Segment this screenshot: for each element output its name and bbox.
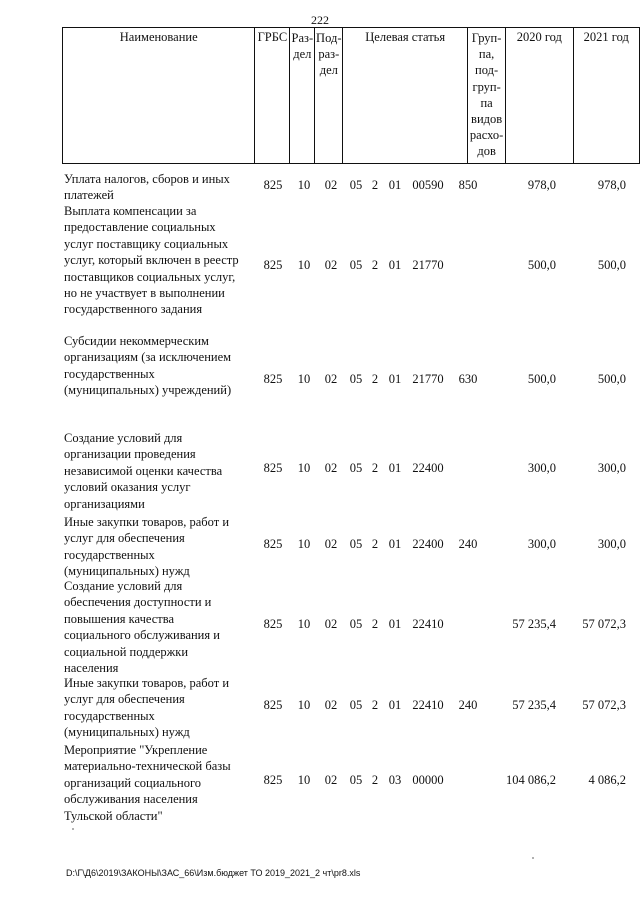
- row-name-line: обеспечения доступности и: [64, 595, 212, 610]
- row-name-line: услуг, который включен в реестр: [64, 253, 239, 268]
- row-name-line: условий оказания услуг: [64, 480, 191, 495]
- row-razdel: 10: [297, 537, 311, 551]
- row-name-line: повышения качества: [64, 611, 175, 626]
- row-razdel: 10: [297, 461, 311, 475]
- row-podrazdel: 02: [324, 178, 338, 192]
- row-name-line: Мероприятие "Укрепление: [64, 743, 208, 757]
- header-podrazdel: [315, 28, 343, 164]
- row-cs1: 05: [349, 461, 363, 475]
- row-cs3: 01: [388, 372, 402, 386]
- row-name-line: Создание условий для: [64, 579, 183, 593]
- row-grbs: 825: [263, 698, 283, 712]
- row-name-line: платежей: [64, 188, 114, 203]
- header-grbs: ГРБС: [255, 28, 290, 164]
- row-cs4: 22400: [412, 461, 444, 475]
- row-y2020: 300,0: [527, 537, 556, 551]
- row-y2020: 57 235,4: [512, 698, 556, 712]
- row-name: [64, 430, 254, 512]
- row-razdel: 10: [297, 178, 311, 192]
- row-name-line: социальной поддержки: [64, 644, 189, 659]
- row-y2020: 500,0: [527, 372, 556, 386]
- header-razdel-line: дел: [293, 47, 312, 62]
- row-podrazdel: 02: [324, 372, 338, 386]
- header-group-line: расхо-: [469, 128, 504, 143]
- row-podrazdel: 02: [324, 461, 338, 475]
- row-name-line: организации проведения: [64, 447, 196, 462]
- row-group: 240: [458, 537, 478, 551]
- row-name-line: социального обслуживания и: [64, 628, 220, 643]
- row-grbs: 825: [263, 773, 283, 787]
- row-name-line: услуг поставщику социальных: [64, 236, 229, 251]
- row-razdel: 10: [297, 258, 311, 272]
- row-cs1: 05: [349, 258, 363, 272]
- row-y2020: 57 235,4: [512, 617, 556, 631]
- row-name: [64, 514, 254, 580]
- row-podrazdel: 02: [324, 617, 338, 631]
- header-group-line: видов: [471, 112, 503, 127]
- row-cs3: 01: [388, 617, 402, 631]
- row-cs2: 2: [371, 372, 379, 386]
- header-group-line: под-: [475, 63, 499, 78]
- row-grbs: 825: [263, 258, 283, 272]
- row-name: [64, 578, 254, 676]
- row-name-line: населения: [64, 661, 119, 676]
- row-razdel: 10: [297, 698, 311, 712]
- row-name-line: государственных: [64, 366, 155, 381]
- row-grbs: 825: [263, 617, 283, 631]
- row-y2021: 57 072,3: [582, 698, 626, 712]
- header-podrazdel-line: раз-: [318, 47, 340, 62]
- row-cs2: 2: [371, 178, 379, 192]
- row-name-line: услуг для обеспечения: [64, 692, 185, 707]
- row-name-line: государственных: [64, 547, 155, 562]
- row-cs1: 05: [349, 773, 363, 787]
- row-cs2: 2: [371, 773, 379, 787]
- row-cs3: 01: [388, 698, 402, 712]
- row-podrazdel: 02: [324, 773, 338, 787]
- row-name-line: поставщиков социальных услуг,: [64, 269, 236, 284]
- row-y2021: 300,0: [597, 537, 626, 551]
- row-razdel: 10: [297, 617, 311, 631]
- header-group-line: па,: [478, 47, 495, 62]
- row-razdel: 10: [297, 773, 311, 787]
- row-cs3: 01: [388, 258, 402, 272]
- header-podrazdel-line: дел: [319, 63, 338, 78]
- row-name-line: Иные закупки товаров, работ и: [64, 515, 230, 529]
- row-cs4: 00590: [412, 178, 444, 192]
- row-name-line: Выплата компенсации за: [64, 204, 197, 218]
- row-cs1: 05: [349, 178, 363, 192]
- header-group-line: па: [480, 95, 493, 110]
- row-y2020: 978,0: [527, 178, 556, 192]
- row-grbs: 825: [263, 178, 283, 192]
- row-cs4: 21770: [412, 372, 444, 386]
- row-name-line: (муниципальных) нужд: [64, 725, 190, 740]
- row-grbs: 825: [263, 461, 283, 475]
- row-cs4: 00000: [412, 773, 444, 787]
- row-y2021: 4 086,2: [588, 773, 626, 787]
- row-y2021: 300,0: [597, 461, 626, 475]
- row-podrazdel: 02: [324, 698, 338, 712]
- row-cs4: 22410: [412, 617, 444, 631]
- row-name-line: но не участвует в выполнении: [64, 286, 225, 301]
- row-cs3: 01: [388, 537, 402, 551]
- header-group-line: Груп-: [471, 31, 502, 45]
- row-group: 240: [458, 698, 478, 712]
- row-name: [64, 675, 254, 741]
- row-cs3: 01: [388, 461, 402, 475]
- scan-speck: [532, 857, 534, 859]
- header-year-2021: 2021 год: [573, 28, 640, 164]
- row-name-line: организаций социального: [64, 775, 202, 790]
- row-y2021: 978,0: [597, 178, 626, 192]
- row-name-line: (муниципальных) учреждений): [64, 383, 232, 398]
- row-group: 850: [458, 178, 478, 192]
- row-cs1: 05: [349, 617, 363, 631]
- row-cs4: 21770: [412, 258, 444, 272]
- row-cs2: 2: [371, 461, 379, 475]
- row-cs3: 03: [388, 773, 402, 787]
- row-name-line: материально-технической базы: [64, 759, 231, 774]
- row-grbs: 825: [263, 537, 283, 551]
- row-y2020: 104 086,2: [506, 773, 556, 787]
- scan-speck: [72, 828, 74, 830]
- row-y2020: 300,0: [527, 461, 556, 475]
- row-name-line: организациями: [64, 496, 145, 511]
- row-name-line: государственных: [64, 708, 155, 723]
- table-header: [62, 27, 640, 164]
- row-group: 630: [458, 372, 478, 386]
- row-cs2: 2: [371, 258, 379, 272]
- row-cs1: 05: [349, 537, 363, 551]
- header-razdel: [290, 28, 315, 164]
- row-name: [64, 333, 254, 399]
- row-cs2: 2: [371, 537, 379, 551]
- row-cs1: 05: [349, 698, 363, 712]
- row-cs2: 2: [371, 698, 379, 712]
- row-name-line: Уплата налогов, сборов и иных: [64, 172, 230, 186]
- row-name: [64, 742, 254, 824]
- row-name: [64, 171, 254, 204]
- row-name: [64, 203, 254, 318]
- row-cs4: 22400: [412, 537, 444, 551]
- footer-path: D:\Г\Д6\2019\ЗАКОНЫ\ЗАС_66\Изм.бюджет ТО 2019_2021_2 чт\pr8.xls: [66, 868, 361, 878]
- row-name-line: услуг для обеспечения: [64, 531, 185, 546]
- row-y2021: 500,0: [597, 258, 626, 272]
- row-cs4: 22410: [412, 698, 444, 712]
- row-cs2: 2: [371, 617, 379, 631]
- row-grbs: 825: [263, 372, 283, 386]
- row-y2021: 500,0: [597, 372, 626, 386]
- row-name-line: обслуживания населения: [64, 792, 198, 807]
- row-name-line: предоставление социальных: [64, 220, 216, 235]
- header-razdel-line: Раз-: [291, 31, 314, 45]
- row-name-line: Субсидии некоммерческим: [64, 334, 209, 348]
- header-group-line: груп-: [472, 79, 501, 94]
- row-name-line: организациям (за исключением: [64, 350, 232, 365]
- row-name-line: Тульской области": [64, 808, 163, 823]
- header-target: Целевая статья: [343, 28, 468, 164]
- header-group-line: дов: [477, 144, 496, 159]
- page-number: 222: [311, 13, 329, 27]
- row-podrazdel: 02: [324, 537, 338, 551]
- header-group: [468, 28, 506, 164]
- row-razdel: 10: [297, 372, 311, 386]
- row-podrazdel: 02: [324, 258, 338, 272]
- row-cs3: 01: [388, 178, 402, 192]
- row-y2020: 500,0: [527, 258, 556, 272]
- row-name-line: Создание условий для: [64, 431, 183, 445]
- row-name-line: (муниципальных) нужд: [64, 564, 190, 579]
- row-y2021: 57 072,3: [582, 617, 626, 631]
- header-name: Наименование: [63, 28, 255, 164]
- row-name-line: независимой оценки качества: [64, 463, 223, 478]
- header-podrazdel-line: Под-: [316, 31, 342, 45]
- row-cs1: 05: [349, 372, 363, 386]
- row-name-line: Иные закупки товаров, работ и: [64, 676, 230, 690]
- header-year-2020: 2020 год: [506, 28, 573, 164]
- row-name-line: государственного задания: [64, 302, 203, 317]
